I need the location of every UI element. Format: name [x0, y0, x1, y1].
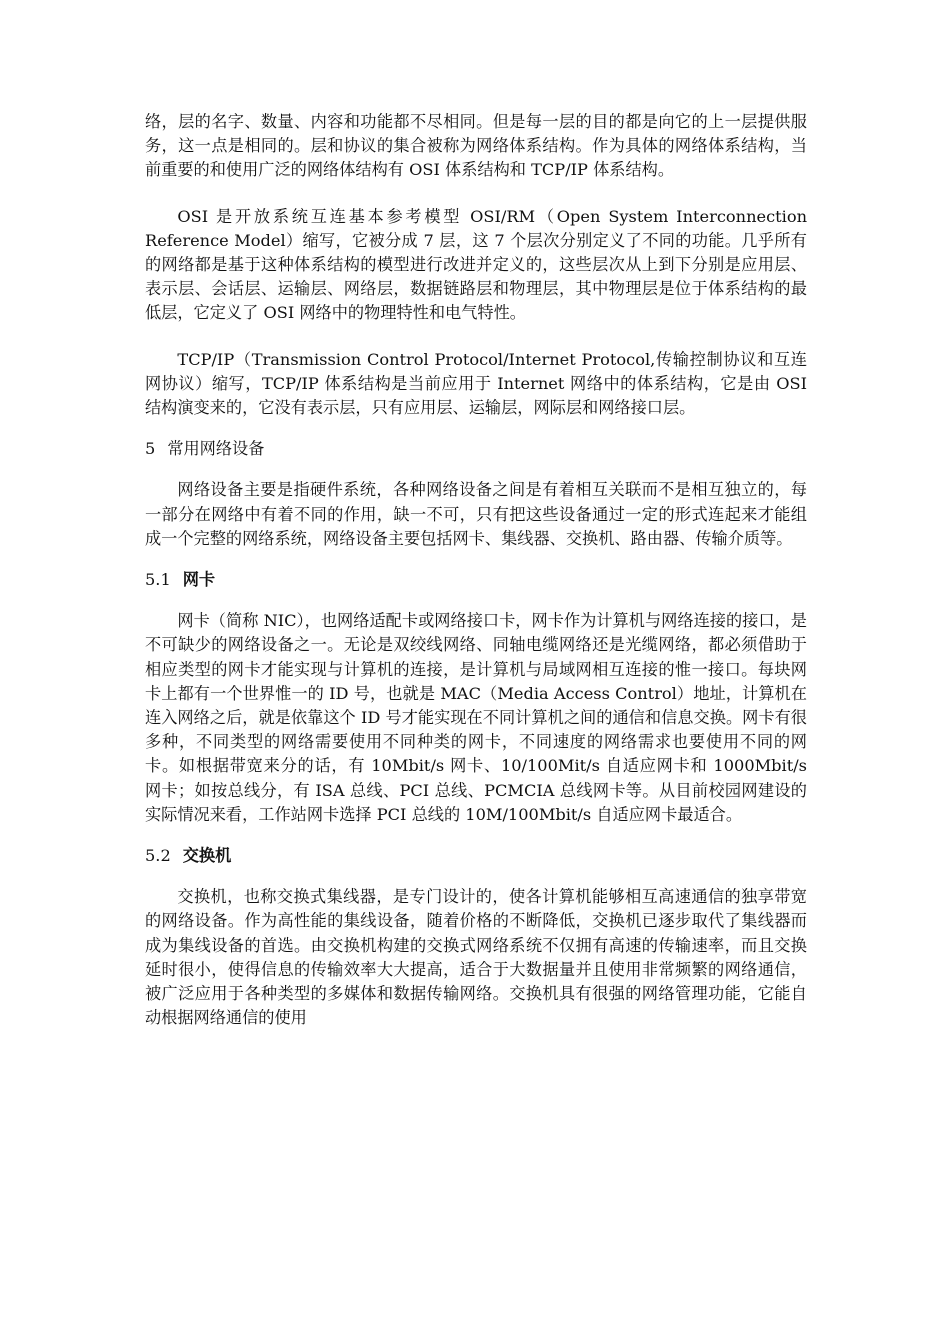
section-heading-5: [145, 437, 807, 461]
spacer: [145, 827, 807, 844]
spacer: [145, 183, 807, 205]
paragraph-tcpip: TCP/IP（Transmission Control Protocol/Internet Protocol,传输控制协议和互连网协议）缩写，TCP/IP 体系结构是当前应用于 Internet 网络中的体系结构，它是由 OSI 结构演变来的，它没有表示层，只有应用层、运输层，网际层和网络接口层。: [145, 349, 807, 418]
section-title: 网卡: [182, 570, 216, 590]
spacer: [145, 461, 807, 478]
paragraph-network-architecture: 络，层的名字、数量、内容和功能都不尽相同。但是每一层的目的都是向它的上一层提供服务，这一点是相同的。层和协议的集合被称为网络体系结构。作为具体的网络体系结构，当前重要的和使用广泛的网络体结构有 OSI 体系结构和 TCP/IP 体系结构。: [145, 112, 807, 180]
spacer: [145, 592, 807, 609]
section-number: 5: [145, 439, 156, 459]
spacer: [145, 326, 807, 348]
paragraph-nic: 网卡（简称 NIC），也网络适配卡或网络接口卡，网卡作为计算机与网络连接的接口，是不可缺少的网络设备之一。无论是双绞线网络、同轴电缆网络还是光缆网络，都必须借助于相应类型的网卡才能实现与计算机的连接，是计算机与局域网相互连接的惟一接口。每块网卡上都有一个世界惟一的 ID 号，也就是 MAC（Media Access Control）地址，计算机在连入网络之后，就是依靠这个 ID 号才能实现在不同计算机之间的通信和信息交换。网卡有很多种，不同类型的网络需要使用不同种类的网卡，不同速度的网络需求也要使用不同的网卡。如根据带宽来分的话，有 10Mbit/s 网卡、10/100Mit/s 自适应网卡和 1000Mbit/s 网卡；如按总线分，有 ISA 总线、PCI 总线、PCMCIA 总线网卡等。从目前校园网建设的实际情况来看，工作站网卡选择 PCI 总线的 10M/100Mbit/s 自适应网卡最适合。: [145, 611, 807, 824]
paragraph-osi: OSI 是开放系统互连基本参考模型 OSI/RM（Open System Interconnection Reference Model）缩写，它被分成 7 层，这 7 个层次分别定义了不同的功能。几乎所有的网络都是基于这种体系结构的模型进行改进并定义的，这些层次从上到下分别是应用层、表示层、会话层、运输层、网络层，数据链路层和物理层，其中物理层是位于体系结构的最低层，它定义了 OSI 网络中的物理特性和电气特性。: [145, 206, 807, 323]
section-number: 5.1: [145, 570, 171, 590]
spacer: [145, 868, 807, 885]
section-title: 交换机: [182, 846, 232, 866]
document-page: [145, 110, 807, 1031]
section-heading-5-1: [145, 568, 807, 592]
section-heading-5-2: [145, 844, 807, 868]
paragraph-switch: 交换机，也称交换式集线器，是专门设计的，使各计算机能够相互高速通信的独享带宽的网络设备。作为高性能的集线设备，随着价格的不断降低，交换机已逐步取代了集线器而成为集线设备的首选。由交换机构建的交换式网络系统不仅拥有高速的传输速率，而且交换延时很小，使得信息的传输效率大大提高，适合于大数据量并且使用非常频繁的网络通信，被广泛应用于各种类型的多媒体和数据传输网络。交换机具有很强的网络管理功能，它能自动根据网络通信的使用: [145, 887, 807, 1028]
paragraph-network-devices: 网络设备主要是指硬件系统，各种网络设备之间是有着相互关联而不是相互独立的，每一部分在网络中有着不同的作用，缺一不可，只有把这些设备通过一定的形式连起来才能组成一个完整的网络系统，网络设备主要包括网卡、集线器、交换机、路由器、传输介质等。: [145, 480, 807, 548]
spacer: [145, 551, 807, 568]
spacer: [145, 420, 807, 437]
section-title: 常用网络设备: [167, 439, 265, 459]
section-number: 5.2: [145, 846, 171, 866]
